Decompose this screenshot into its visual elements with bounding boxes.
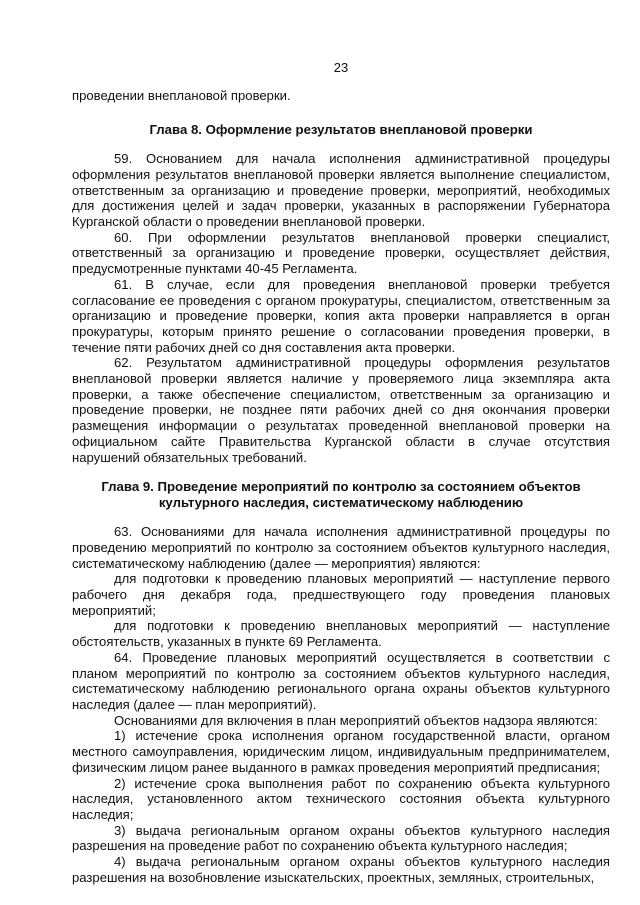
list-item-1: 1) истечение срока исполнения органом государственной власти, органом местного самоуправления, юридическим лицом, индивидуальным предпринимателем, физическим лицом ранее выданного в рамках проведения мероприятий предписания;: [72, 728, 610, 775]
list-item-2: 2) истечение срока выполнения работ по сохранению объекта культурного наследия, установленного актом технического состояния объекта культурного наследия;: [72, 775, 610, 822]
paragraph-63-unplanned: для подготовки к проведению внеплановых мероприятий — наступление обстоятельств, указанных в пункте 69 Регламента.: [72, 618, 610, 650]
list-item-4: 4) выдача региональным органом охраны объектов культурного наследия разрешения на возобновление изыскательских, проектных, земляных, строительных,: [72, 854, 610, 885]
paragraph-63-planned: для подготовки к проведению плановых мероприятий — наступление первого рабочего дня декабря года, предшествующего году проведения плановых мероприятий;: [72, 571, 610, 618]
list-item-3: 3) выдача региональным органом охраны объектов культурного наследия разрешения на проведение работ по сохранению объекта культурного наследия;: [72, 822, 610, 854]
carryover-text: проведении внеплановой проверки.: [72, 88, 291, 103]
paragraph-60: 60. При оформлении результатов внеплановой проверки специалист, ответственный за организацию и проведение проверки, осуществляет действия, предусмотренные пунктами 40-45 Регламента.: [72, 229, 610, 277]
chapter-8-heading: Глава 8. Оформление результатов внеплановой проверки: [149, 121, 533, 137]
page-number: 23: [333, 60, 349, 75]
paragraph-64: 64. Проведение плановых мероприятий осуществляется в соответствии с планом мероприятий по контролю за состоянием объектов культурного наследия, систематическому наблюдению регионального органа охраны объектов культурного наследия (далее — план мероприятий).: [72, 649, 610, 712]
paragraph-63: 63. Основаниями для начала исполнения административной процедуры по проведению мероприятий по контролю за состоянием объектов культурного наследия, систематическому наблюдению (далее — мероприятия) являются:: [72, 524, 610, 571]
paragraph-59: 59. Основанием для начала исполнения административной процедуры оформления результатов внеплановой проверки является выполнение специалистом, ответственным за организацию и проведение проверки, мероприятий, необходимых для достижения целей и задач проверки, указанных в распоряжении Губернатора Курганской области о проведении внеплановой проверки.: [72, 151, 610, 230]
paragraph-61: 61. В случае, если для проведения внеплановой проверки требуется согласование ее проведения с органом прокуратуры, специалистом, ответственным за организацию и проведение проверки, копия акта проверки направляется в орган прокуратуры, которым принято решение о согласовании проведения проверки, в течение пяти рабочих дней со дня составления акта проверки.: [72, 276, 610, 355]
chapter-9-heading: Глава 9. Проведение мероприятий по контролю за состоянием объектов культурного наследия, систематическому наблюдению: [101, 479, 581, 510]
paragraph-62: 62. Результатом административной процедуры оформления результатов внеплановой проверки является наличие у проверяемого лица экземпляра акта проверки, а также обеспечение специалистом, ответственным за организацию и проведение проверки, не позднее пяти рабочих дней со дня окончания проверки размещения информации о результатах проведенной внеплановой проверки на официальном сайте Правительства Курганской области в случае отсутствия нарушений обязательных требований.: [72, 355, 610, 465]
paragraph-64-grounds: Основаниями для включения в план мероприятий объектов надзора являются:: [114, 712, 598, 728]
